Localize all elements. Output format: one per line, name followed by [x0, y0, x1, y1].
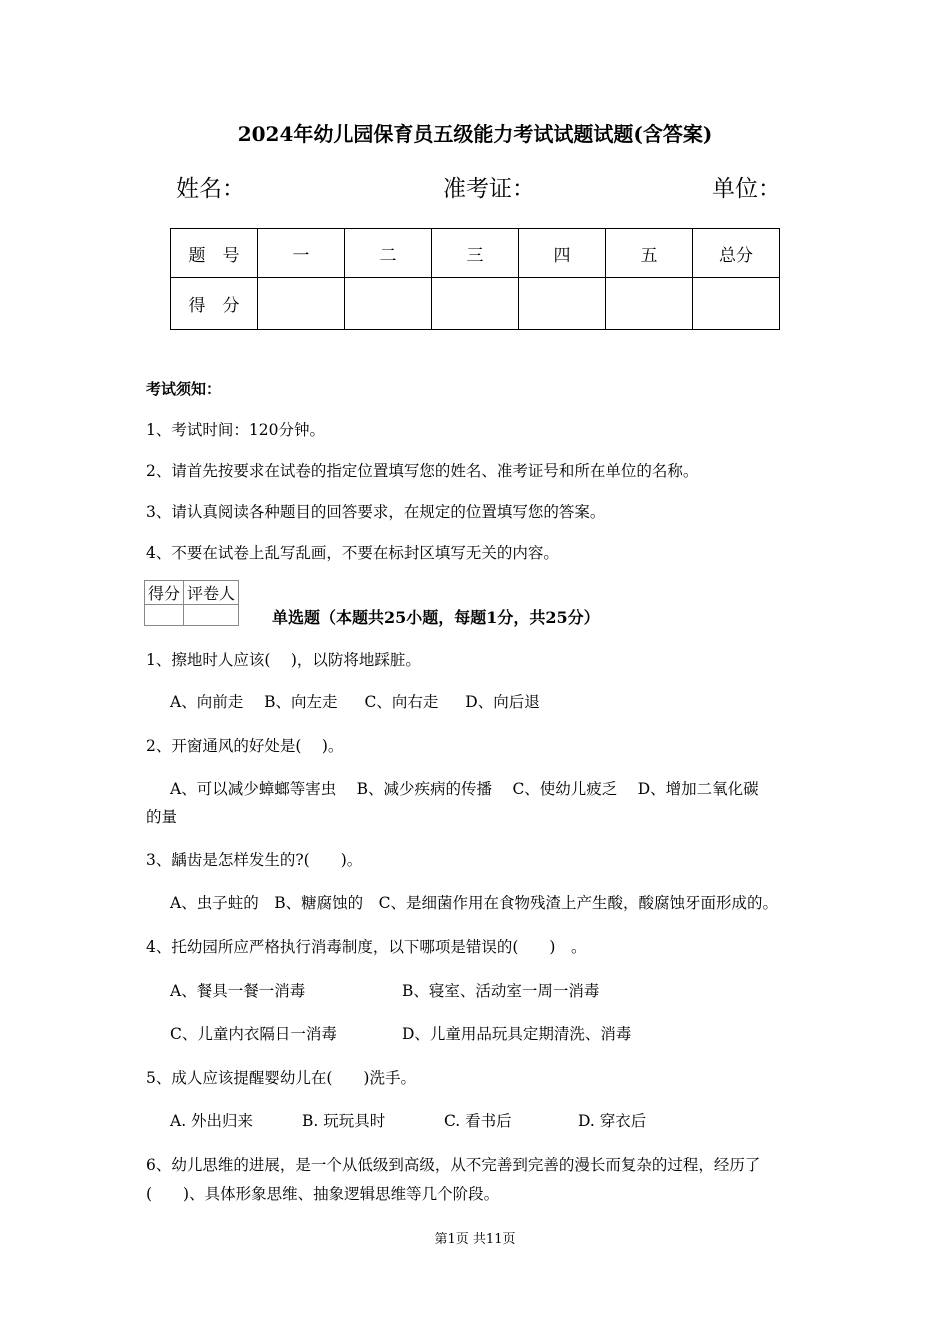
- option: C. 看书后: [444, 1112, 512, 1130]
- score-header-cell: 题 号: [171, 229, 258, 278]
- grader-reviewer-label: 评卷人: [184, 581, 239, 605]
- score-header-cell: 二: [345, 229, 432, 278]
- grader-score-label: 得分: [145, 581, 184, 605]
- grader-score-cell[interactable]: [145, 605, 184, 626]
- score-cell[interactable]: [432, 278, 519, 330]
- option: A. 外出归来: [170, 1112, 254, 1130]
- score-header-cell: 五: [606, 229, 693, 278]
- question-stem-continued: ( )、具体形象思维、抽象逻辑思维等几个阶段。: [146, 1185, 500, 1203]
- grader-reviewer-cell[interactable]: [184, 605, 239, 626]
- exam-id-label: 准考证：: [443, 176, 535, 202]
- notice-item: 4、不要在试卷上乱写乱画，不要在标封区填写无关的内容。: [146, 544, 559, 562]
- score-row-label: 得 分: [171, 278, 258, 330]
- option: C、向右走: [364, 693, 439, 711]
- question-stem: 6、幼儿思维的进展，是一个从低级到高级，从不完善到完善的漫长而复杂的过程，经历了: [146, 1156, 761, 1174]
- option: B、向左走: [264, 693, 338, 711]
- option: A、向前走: [170, 693, 244, 711]
- notice-title: 考试须知：: [146, 380, 222, 398]
- score-cell[interactable]: [519, 278, 606, 330]
- option: A、餐具一餐一消毒: [170, 982, 306, 1000]
- question-stem: 1、擦地时人应该( )，以防将地踩脏。: [146, 651, 421, 669]
- question-options-wrap: 的量: [146, 808, 178, 826]
- score-header-cell: 四: [519, 229, 606, 278]
- score-cell[interactable]: [345, 278, 432, 330]
- question-stem: 2、开窗通风的好处是( )。: [146, 737, 344, 755]
- section-title: 单选题（本题共25小题，每题1分，共25分）: [272, 608, 600, 627]
- option: D、儿童用品玩具定期清洗、消毒: [402, 1025, 632, 1043]
- question-stem: 3、龋齿是怎样发生的?( )。: [146, 851, 363, 869]
- notice-item: 2、请首先按要求在试卷的指定位置填写您的姓名、准考证号和所在单位的名称。: [146, 462, 699, 480]
- grader-box: [144, 580, 239, 626]
- question-stem: 4、托幼园所应严格执行消毒制度，以下哪项是错误的( ) 。: [146, 938, 587, 956]
- score-cell[interactable]: [258, 278, 345, 330]
- option: D. 穿衣后: [578, 1112, 647, 1130]
- question-options: A、可以减少蟑螂等害虫 B、减少疾病的传播 C、使幼儿疲乏 D、增加二氧化碳: [170, 780, 759, 798]
- name-label: 姓名：: [176, 176, 245, 202]
- score-cell[interactable]: [606, 278, 693, 330]
- page-title: 2024年幼儿园保育员五级能力考试试题试题(含答案): [237, 122, 713, 146]
- question-options: [170, 690, 540, 712]
- score-table: [170, 228, 780, 330]
- score-table-header-row: [171, 229, 780, 278]
- question-stem: 5、成人应该提醒婴幼儿在( )洗手。: [146, 1069, 416, 1087]
- score-header-cell: 一: [258, 229, 345, 278]
- option: B、寝室、活动室一周一消毒: [402, 982, 600, 1000]
- option: C、儿童内衣隔日一消毒: [170, 1025, 337, 1043]
- notice-item: 1、考试时间：120分钟。: [146, 421, 325, 439]
- notice-item: 3、请认真阅读各种题目的回答要求，在规定的位置填写您的答案。: [146, 503, 606, 521]
- score-header-cell: 三: [432, 229, 519, 278]
- score-table-score-row: [171, 278, 780, 330]
- score-cell[interactable]: [693, 278, 780, 330]
- score-header-cell: 总分: [693, 229, 780, 278]
- option: D、向后退: [465, 693, 540, 711]
- page-footer: 第1页 共11页: [434, 1232, 516, 1247]
- option: B. 玩玩具时: [302, 1112, 386, 1130]
- unit-label: 单位：: [712, 176, 781, 202]
- question-options: A、虫子蛀的 B、糖腐蚀的 C、是细菌作用在食物残渣上产生酸，酸腐蚀牙面形成的。: [170, 894, 778, 912]
